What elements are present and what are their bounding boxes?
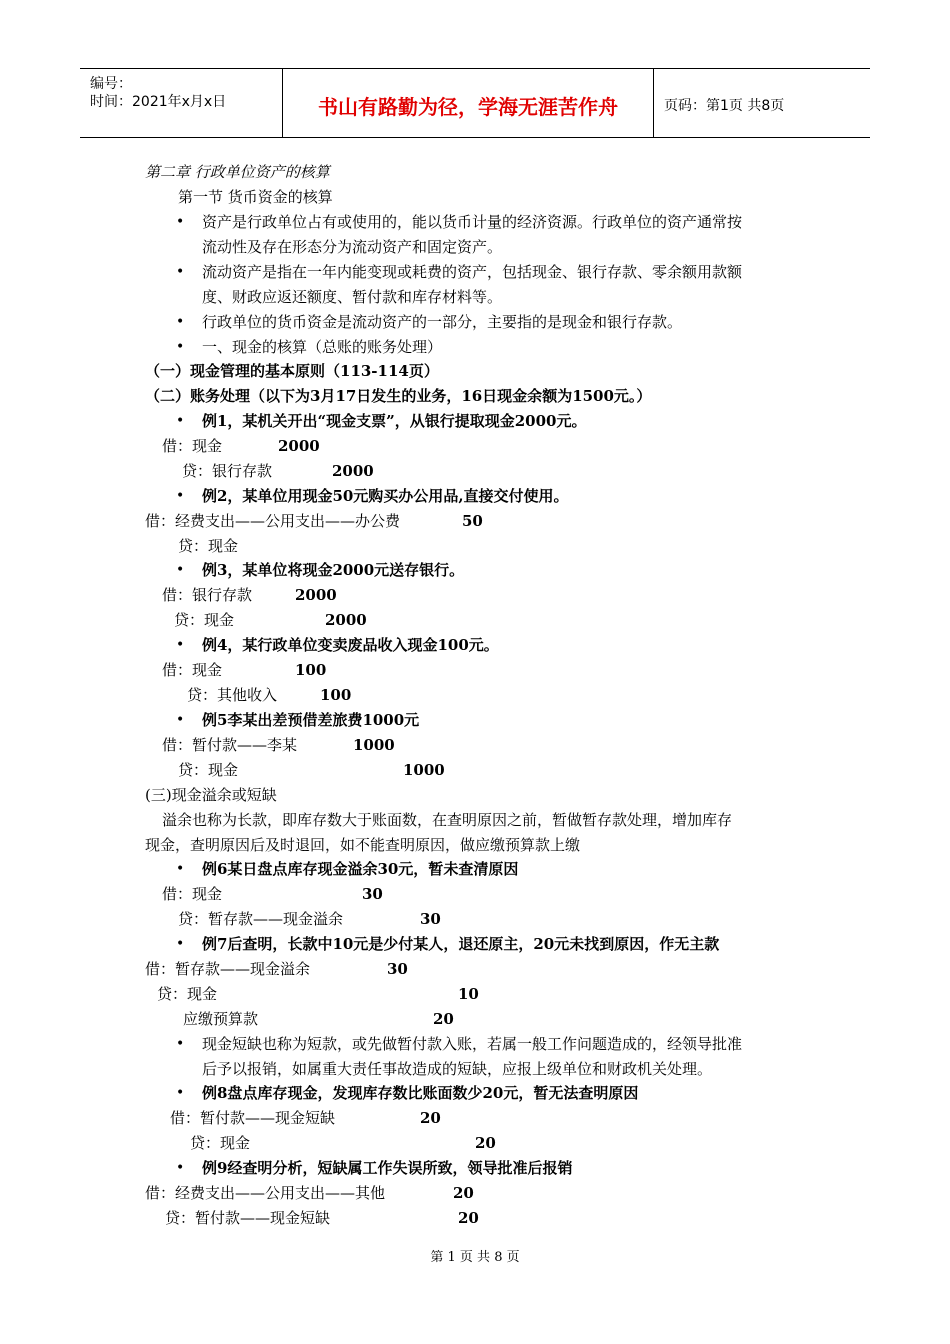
heading-overage-shortage: (三)现金溢余或短缺 [145, 786, 277, 804]
ex6-credit: 贷：暂存款——现金溢余 [178, 910, 344, 928]
example-7: 例7后查明，长款中10元是少付某人，退还原主，20元未找到原因，作无主款 [202, 935, 720, 953]
bullet: • [176, 1036, 185, 1052]
ex4-credit-amount: 100 [320, 686, 352, 704]
ex7-debit: 借：暂存款——现金溢余 [145, 960, 311, 978]
bullet: • [176, 936, 185, 952]
ex9-credit-amount: 20 [458, 1209, 479, 1227]
ex8-credit: 贷：现金 [190, 1134, 251, 1152]
example-3: 例3，某单位将现金2000元送存银行。 [202, 561, 465, 579]
paragraph-current-assets-1: 流动资产是指在一年内能变现或耗费的资产，包括现金、银行存款、零余额用款额 [202, 263, 743, 281]
ex2-debit: 借：经费支出——公用支出——办公费 [145, 512, 401, 530]
heading-accounting: （二）账务处理（以下为3月17日发生的业务，16日现金余额为1500元。） [145, 387, 652, 405]
ex6-credit-amount: 30 [420, 910, 441, 928]
ex7-credit-2: 应缴预算款 [183, 1010, 259, 1028]
bullet: • [176, 214, 185, 230]
number-label: 编号： [90, 76, 132, 92]
ex9-debit: 借：经费支出——公用支出——其他 [145, 1184, 386, 1202]
bullet: • [176, 861, 185, 877]
ex3-debit-amount: 2000 [295, 586, 337, 604]
ex3-credit: 贷：现金 [174, 611, 235, 629]
bullet: • [176, 314, 185, 330]
example-8: 例8盘点库存现金，发现库存数比账面数少20元，暂无法查明原因 [202, 1084, 639, 1102]
ex9-debit-amount: 20 [453, 1184, 474, 1202]
bullet: • [176, 1085, 185, 1101]
motto: 书山有路勤为径，学海无涯苦作舟 [318, 95, 618, 119]
ex8-debit: 借：暂付款——现金短缺 [170, 1109, 336, 1127]
ex5-credit: 贷：现金 [178, 761, 239, 779]
paragraph-assets-2: 流动性及存在形态分为流动资产和固定资产。 [202, 238, 503, 256]
page-footer: 第 1 页 共 8 页 [430, 1250, 520, 1265]
ex3-credit-amount: 2000 [325, 611, 367, 629]
bullet: • [176, 562, 185, 578]
example-9: 例9经查明分析，短缺属工作失误所致，领导批准后报销 [202, 1159, 573, 1177]
bullet: • [176, 413, 185, 429]
ex6-debit: 借：现金 [162, 885, 223, 903]
bullet: • [176, 712, 185, 728]
paragraph-shortage-1: 现金短缺也称为短款，或先做暂付款入账，若属一般工作问题造成的，经领导批准 [202, 1035, 743, 1053]
bullet: • [176, 264, 185, 280]
bullet: • [176, 637, 185, 653]
ex5-debit: 借：暂付款——李某 [162, 736, 298, 754]
date-label: 时间：2021年x月x日 [90, 94, 227, 110]
heading-cash-accounting: 一、现金的核算（总账的账务处理） [202, 338, 443, 356]
ex7-credit-2-amount: 20 [433, 1010, 454, 1028]
ex8-credit-amount: 20 [475, 1134, 496, 1152]
example-2: 例2，某单位用现金50元购买办公用品,直接交付使用。 [202, 487, 569, 505]
ex5-debit-amount: 1000 [353, 736, 395, 754]
example-4: 例4，某行政单位变卖废品收入现金100元。 [202, 636, 499, 654]
bullet: • [176, 1160, 185, 1176]
example-1: 例1，某机关开出“现金支票”，从银行提取现金2000元。 [202, 412, 587, 430]
page-code: 页码：第1页 共8页 [664, 98, 785, 114]
ex1-credit-amount: 2000 [332, 462, 374, 480]
paragraph-overage-1: 溢余也称为长款，即库存数大于账面数，在查明原因之前，暂做暂存款处理，增加库存 [162, 811, 733, 829]
header-right-cell [654, 69, 870, 137]
example-5: 例5李某出差预借差旅费1000元 [202, 711, 420, 729]
header-motto-cell [283, 69, 654, 137]
heading-principles: （一）现金管理的基本原则（113-114页） [145, 362, 439, 380]
paragraph-assets-1: 资产是行政单位占有或使用的，能以货币计量的经济资源。行政单位的资产通常按 [202, 213, 743, 231]
ex8-debit-amount: 20 [420, 1109, 441, 1127]
ex7-credit-amount: 10 [458, 985, 479, 1003]
ex1-credit: 贷：银行存款 [182, 462, 273, 480]
paragraph-shortage-2: 后予以报销，如属重大责任事故造成的短缺，应报上级单位和财政机关处理。 [202, 1060, 713, 1078]
page-header [80, 68, 870, 138]
example-6: 例6某日盘点库存现金溢余30元，暂未查清原因 [202, 860, 519, 878]
ex2-credit: 贷：现金 [178, 537, 239, 555]
ex7-credit: 贷：现金 [157, 985, 218, 1003]
ex1-debit-amount: 2000 [278, 437, 320, 455]
bullet: • [176, 488, 185, 504]
ex3-debit: 借：银行存款 [162, 586, 253, 604]
ex6-debit-amount: 30 [362, 885, 383, 903]
paragraph-overage-2: 现金，查明原因后及时退回，如不能查明原因，做应缴预算款上缴 [145, 836, 581, 854]
ex2-debit-amount: 50 [462, 512, 483, 530]
chapter-title: 第二章 行政单位资产的核算 [145, 163, 330, 181]
ex5-credit-amount: 1000 [403, 761, 445, 779]
ex4-debit: 借：现金 [162, 661, 223, 679]
ex4-debit-amount: 100 [295, 661, 327, 679]
ex4-credit: 贷：其他收入 [187, 686, 278, 704]
ex7-debit-amount: 30 [387, 960, 408, 978]
ex1-debit: 借：现金 [162, 437, 223, 455]
paragraph-monetary-funds: 行政单位的货币资金是流动资产的一部分，主要指的是现金和银行存款。 [202, 313, 683, 331]
header-left-cell [80, 69, 283, 137]
section-title: 第一节 货币资金的核算 [178, 188, 333, 206]
bullet: • [176, 339, 185, 355]
ex9-credit: 贷：暂付款——现金短缺 [165, 1209, 331, 1227]
paragraph-current-assets-2: 度、财政应返还额度、暂付款和库存材料等。 [202, 288, 503, 306]
